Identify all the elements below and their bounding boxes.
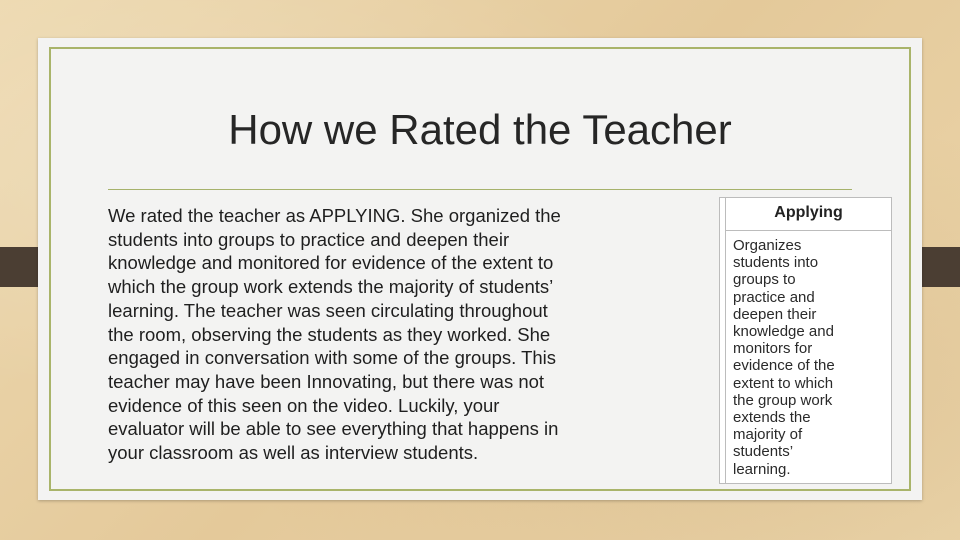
rubric-line: evidence of the bbox=[733, 357, 835, 375]
rubric-line: extends the bbox=[733, 409, 811, 427]
body-line: your classroom as well as interview students. bbox=[108, 442, 479, 464]
body-line: evidence of this seen on the video. Luckily, your bbox=[108, 394, 500, 416]
body-paragraph bbox=[108, 204, 668, 465]
rubric-line: learning. bbox=[733, 460, 791, 478]
rubric-header: Applying bbox=[726, 198, 891, 231]
rubric-line: students’ bbox=[733, 443, 794, 461]
body-line: learning. The teacher was seen circulating throughout bbox=[108, 299, 548, 321]
rubric-description bbox=[726, 231, 891, 478]
body-line: evaluator will be able to see everything that happens in bbox=[108, 418, 559, 440]
rubric-line: knowledge and bbox=[733, 323, 834, 341]
body-line: knowledge and monitored for evidence of the extent to bbox=[108, 252, 554, 274]
rubric-line: practice and bbox=[733, 288, 815, 306]
rubric-line: the group work bbox=[733, 391, 833, 409]
rubric-line: monitors for bbox=[733, 340, 813, 358]
rubric-line: extent to which bbox=[733, 374, 834, 392]
title-divider bbox=[108, 189, 852, 190]
body-line: We rated the teacher as APPLYING. She organized the bbox=[108, 205, 561, 226]
body-line: which the group work extends the majority of students’ bbox=[108, 276, 554, 298]
rubric-line: Organizes bbox=[733, 237, 802, 254]
slide-title: How we Rated the Teacher bbox=[228, 106, 732, 153]
rubric-line: majority of bbox=[733, 426, 803, 444]
body-line: students into groups to practice and deepen their bbox=[108, 228, 510, 250]
rubric-line: groups to bbox=[733, 271, 796, 289]
rubric-line: deepen their bbox=[733, 305, 817, 323]
body-line: teacher may have been Innovating, but there was not bbox=[108, 370, 545, 392]
body-line: the room, observing the students as they worked. She bbox=[108, 323, 551, 345]
rubric-column bbox=[725, 198, 891, 483]
rubric-line: students into bbox=[733, 254, 819, 272]
body-line: engaged in conversation with some of the groups. This bbox=[108, 347, 557, 369]
rubric-excerpt-image bbox=[719, 197, 892, 484]
